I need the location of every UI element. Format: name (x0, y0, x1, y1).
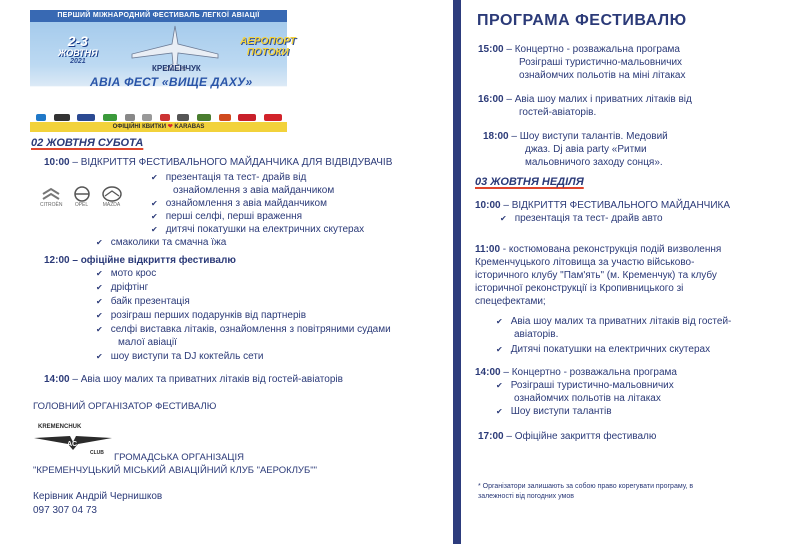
sponsor-logo (77, 114, 95, 121)
banner-festival-name: АВІА ФЕСТ «ВИЩЕ ДАХУ» (90, 75, 253, 89)
car-brand-logos (40, 186, 123, 208)
club-logo-bottom-text: CLUB (90, 450, 104, 456)
day1-heading: 02 ЖОВТНЯ СУБОТА (31, 137, 144, 149)
program-title: ПРОГРАМА ФЕСТИВАЛЮ (477, 12, 687, 29)
banner-airport-line1: АЕРОПОРТ (240, 36, 296, 47)
program-slot3 (483, 130, 668, 143)
day2-event2-line5: спецефектами; (475, 296, 546, 307)
banner-city: КРЕМЕНЧУК (152, 64, 201, 73)
opel-bolt-icon (73, 186, 91, 202)
day2-event1-title: – ВІДКРИТТЯ ФЕСТИВАЛЬНОГО МАЙДАНЧИКА (500, 200, 731, 211)
citroen-logo (40, 186, 63, 208)
program-slot2-time: 16:00 (478, 94, 504, 105)
column-divider (453, 0, 461, 544)
day2-event2-line4: історичної реконструкції із Кропивницького зі (475, 283, 684, 294)
program-slot3-time: 18:00 (483, 131, 509, 142)
brand-name: OPEL (74, 202, 89, 208)
day1-event2-item: ✔ байк презентація (96, 295, 190, 308)
day1-event1 (44, 156, 392, 169)
tickets-brand: KARABAS (174, 124, 205, 130)
day1-event3-time: 14:00 (44, 374, 70, 385)
banner-date-days: 2-3 (67, 33, 88, 49)
day2-event3-item: ✔ Розіграші туристично-мальовничих (496, 379, 674, 392)
day2-event1-time: 10:00 (475, 200, 501, 211)
day2-event2-time: 11:00 (475, 244, 501, 255)
organizer-phone: 097 307 04 73 (33, 505, 97, 516)
program-slot1-time: 15:00 (478, 44, 504, 55)
brand-name: MAZDA (102, 202, 121, 208)
day2-event2-line3: історичного клубу "Пам'ять" (м. Кременчук) та клубу (475, 270, 717, 281)
sponsor-logo (142, 114, 152, 121)
banner-date (58, 34, 98, 66)
day2-event2-line2: Кременчуцького літовища за участю військово- (475, 257, 695, 268)
day1-event1-item: ✔ смаколики та смачна їжа (96, 236, 226, 249)
mazda-logo (101, 186, 123, 208)
sponsor-logo (177, 114, 189, 121)
day2-event3-item-cont: ознайомчих польотів на літаках (514, 393, 661, 404)
citroen-chevron-icon (41, 186, 61, 202)
day2-event1-item: ✔ презентація та тест- драйв авто (500, 212, 663, 225)
program-slot3-line2: джаз. Dj авіа party «Ритми (525, 144, 647, 155)
day1-event2-item: ✔ селфі виставка літаків, ознайомлення з повітряними судами (96, 323, 391, 336)
tickets-label: ОФІЦІЙНІ КВИТКИ (112, 124, 167, 130)
footnote-line1: * Організатори залишають за собою право корегувати програму, в (478, 483, 694, 490)
aeroclub-logo (28, 424, 118, 460)
footnote-line2: залежності від погодних умов (478, 493, 574, 500)
sponsor-logo (264, 114, 282, 121)
day2-event2-item: ✔ Дитячі покатушки на електричних скутерах (496, 343, 710, 356)
day1-event1-time: 10:00 (44, 157, 70, 168)
organizer-label: ГОЛОВНИЙ ОРГАНІЗАТОР ФЕСТИВАЛЮ (33, 401, 217, 412)
day2-event4-title: – Офіційне закриття фестивалю (503, 431, 657, 442)
banner-airport (240, 36, 296, 58)
mazda-wing-icon (101, 186, 123, 202)
banner-date-year: 2021 (70, 58, 86, 65)
organizer-head: Керівник Андрій Чернишков (33, 491, 163, 502)
sponsor-logo (219, 114, 231, 121)
sponsor-logo (160, 114, 170, 121)
organizer-name: "КРЕМЕНЧУЦЬКИЙ МІСЬКИЙ АВІАЦІЙНИЙ КЛУБ "АЕРОКЛУБ"" (33, 465, 317, 476)
program-slot1-line3: ознайомчих польотів на міні літаках (519, 70, 686, 81)
day1-event2-item: ✔ дріфтінг (96, 281, 148, 294)
day1-event1-title: – ВІДКРИТТЯ ФЕСТИВАЛЬНОГО МАЙДАНЧИКА ДЛЯ ВІДВІДУВАЧІВ (69, 157, 393, 168)
day1-event2-item: ✔ розіграш перших подарунків від партнерів (96, 309, 306, 322)
svg-text:AC: AC (67, 441, 78, 448)
program-slot2-line2: гостей-авіаторів. (519, 107, 597, 118)
heart-icon: ❤ (167, 124, 173, 130)
banner-tickets-strip (30, 122, 287, 132)
day1-event1-item: ✔ дитячі покатушки на електричних скутерах (151, 223, 364, 236)
day2-event2-item-cont: авіаторів. (514, 329, 559, 340)
opel-logo (73, 186, 91, 208)
sponsor-logos-row (36, 112, 282, 122)
day1-event2-item-cont: малої авіації (118, 337, 177, 348)
banner-date-month: ЖОВТНЯ (58, 48, 98, 58)
brand-name: CITROËN (40, 202, 63, 208)
program-slot3-line3: мальовничого заходу сонця». (525, 157, 663, 168)
program-slot3-line1: – Шоу виступи талантів. Медовий (508, 131, 668, 142)
day1-event2-time: 12:00 (44, 255, 70, 266)
winged-emblem-icon (32, 432, 114, 452)
program-slot1-line2: Розіграші туристично-мальовничих (519, 57, 683, 68)
sponsor-logo (238, 114, 256, 121)
day2-event2 (475, 243, 721, 256)
club-logo-top-text: KREMENCHUK (38, 424, 82, 430)
program-slot1-line1: – Концертно - розважальна програма (503, 44, 680, 55)
day1-event3 (44, 373, 343, 386)
day2-event3-title: – Концертно - розважальна програма (500, 367, 677, 378)
day2-event4 (478, 430, 656, 443)
sponsor-logo (125, 114, 135, 121)
banner-top-strip: ПЕРШИЙ МІЖНАРОДНИЙ ФЕСТИВАЛЬ ЛЕГКОЇ АВІАЦІЇ (30, 10, 287, 22)
day2-event2-line1: - костюмована реконструкція подій визволення (500, 244, 722, 255)
day2-event3-time: 14:00 (475, 367, 501, 378)
organizer-type: ГРОМАДСЬКА ОРГАНІЗАЦІЯ (114, 452, 244, 463)
program-slot2-line1: – Авіа шоу малих і приватних літаків від (503, 94, 692, 105)
day1-event1-item: ✔ ознайомлення з авіа майданчиком (151, 197, 327, 210)
program-slot1 (478, 43, 680, 56)
day1-event1-item-cont: ознайомлення з авіа майданчиком (173, 185, 335, 196)
day2-event1 (475, 199, 730, 212)
day2-event2-item: ✔ Авіа шоу малих та приватних літаків від гостей- (496, 315, 731, 328)
program-slot2 (478, 93, 692, 106)
day1-event1-item: ✔ перші селфі, перші враження (151, 210, 302, 223)
sponsor-logo (103, 114, 117, 121)
day1-event2 (44, 254, 236, 267)
banner-airport-line2: ПОТОКИ (246, 47, 289, 58)
day1-event2-title: – офіційне відкриття фестивалю (69, 255, 236, 266)
day1-event2-item: ✔ шоу виступи та DJ коктейль сети (96, 350, 264, 363)
day1-event2-item: ✔ мото крос (96, 267, 156, 280)
day2-event3 (475, 366, 677, 379)
day1-event3-title: – Авіа шоу малих та приватних літаків від гостей-авіаторів (69, 374, 343, 385)
day2-event3-item: ✔ Шоу виступи талантів (496, 405, 612, 418)
day1-event1-item: ✔ презентація та тест- драйв від (151, 171, 306, 184)
day2-event4-time: 17:00 (478, 431, 504, 442)
sponsor-logo (36, 114, 46, 121)
festival-banner (30, 10, 296, 132)
sponsor-logo (54, 114, 70, 121)
day2-heading: 03 ЖОВТНЯ НЕДІЛЯ (475, 176, 584, 188)
sponsor-logo (197, 114, 211, 121)
